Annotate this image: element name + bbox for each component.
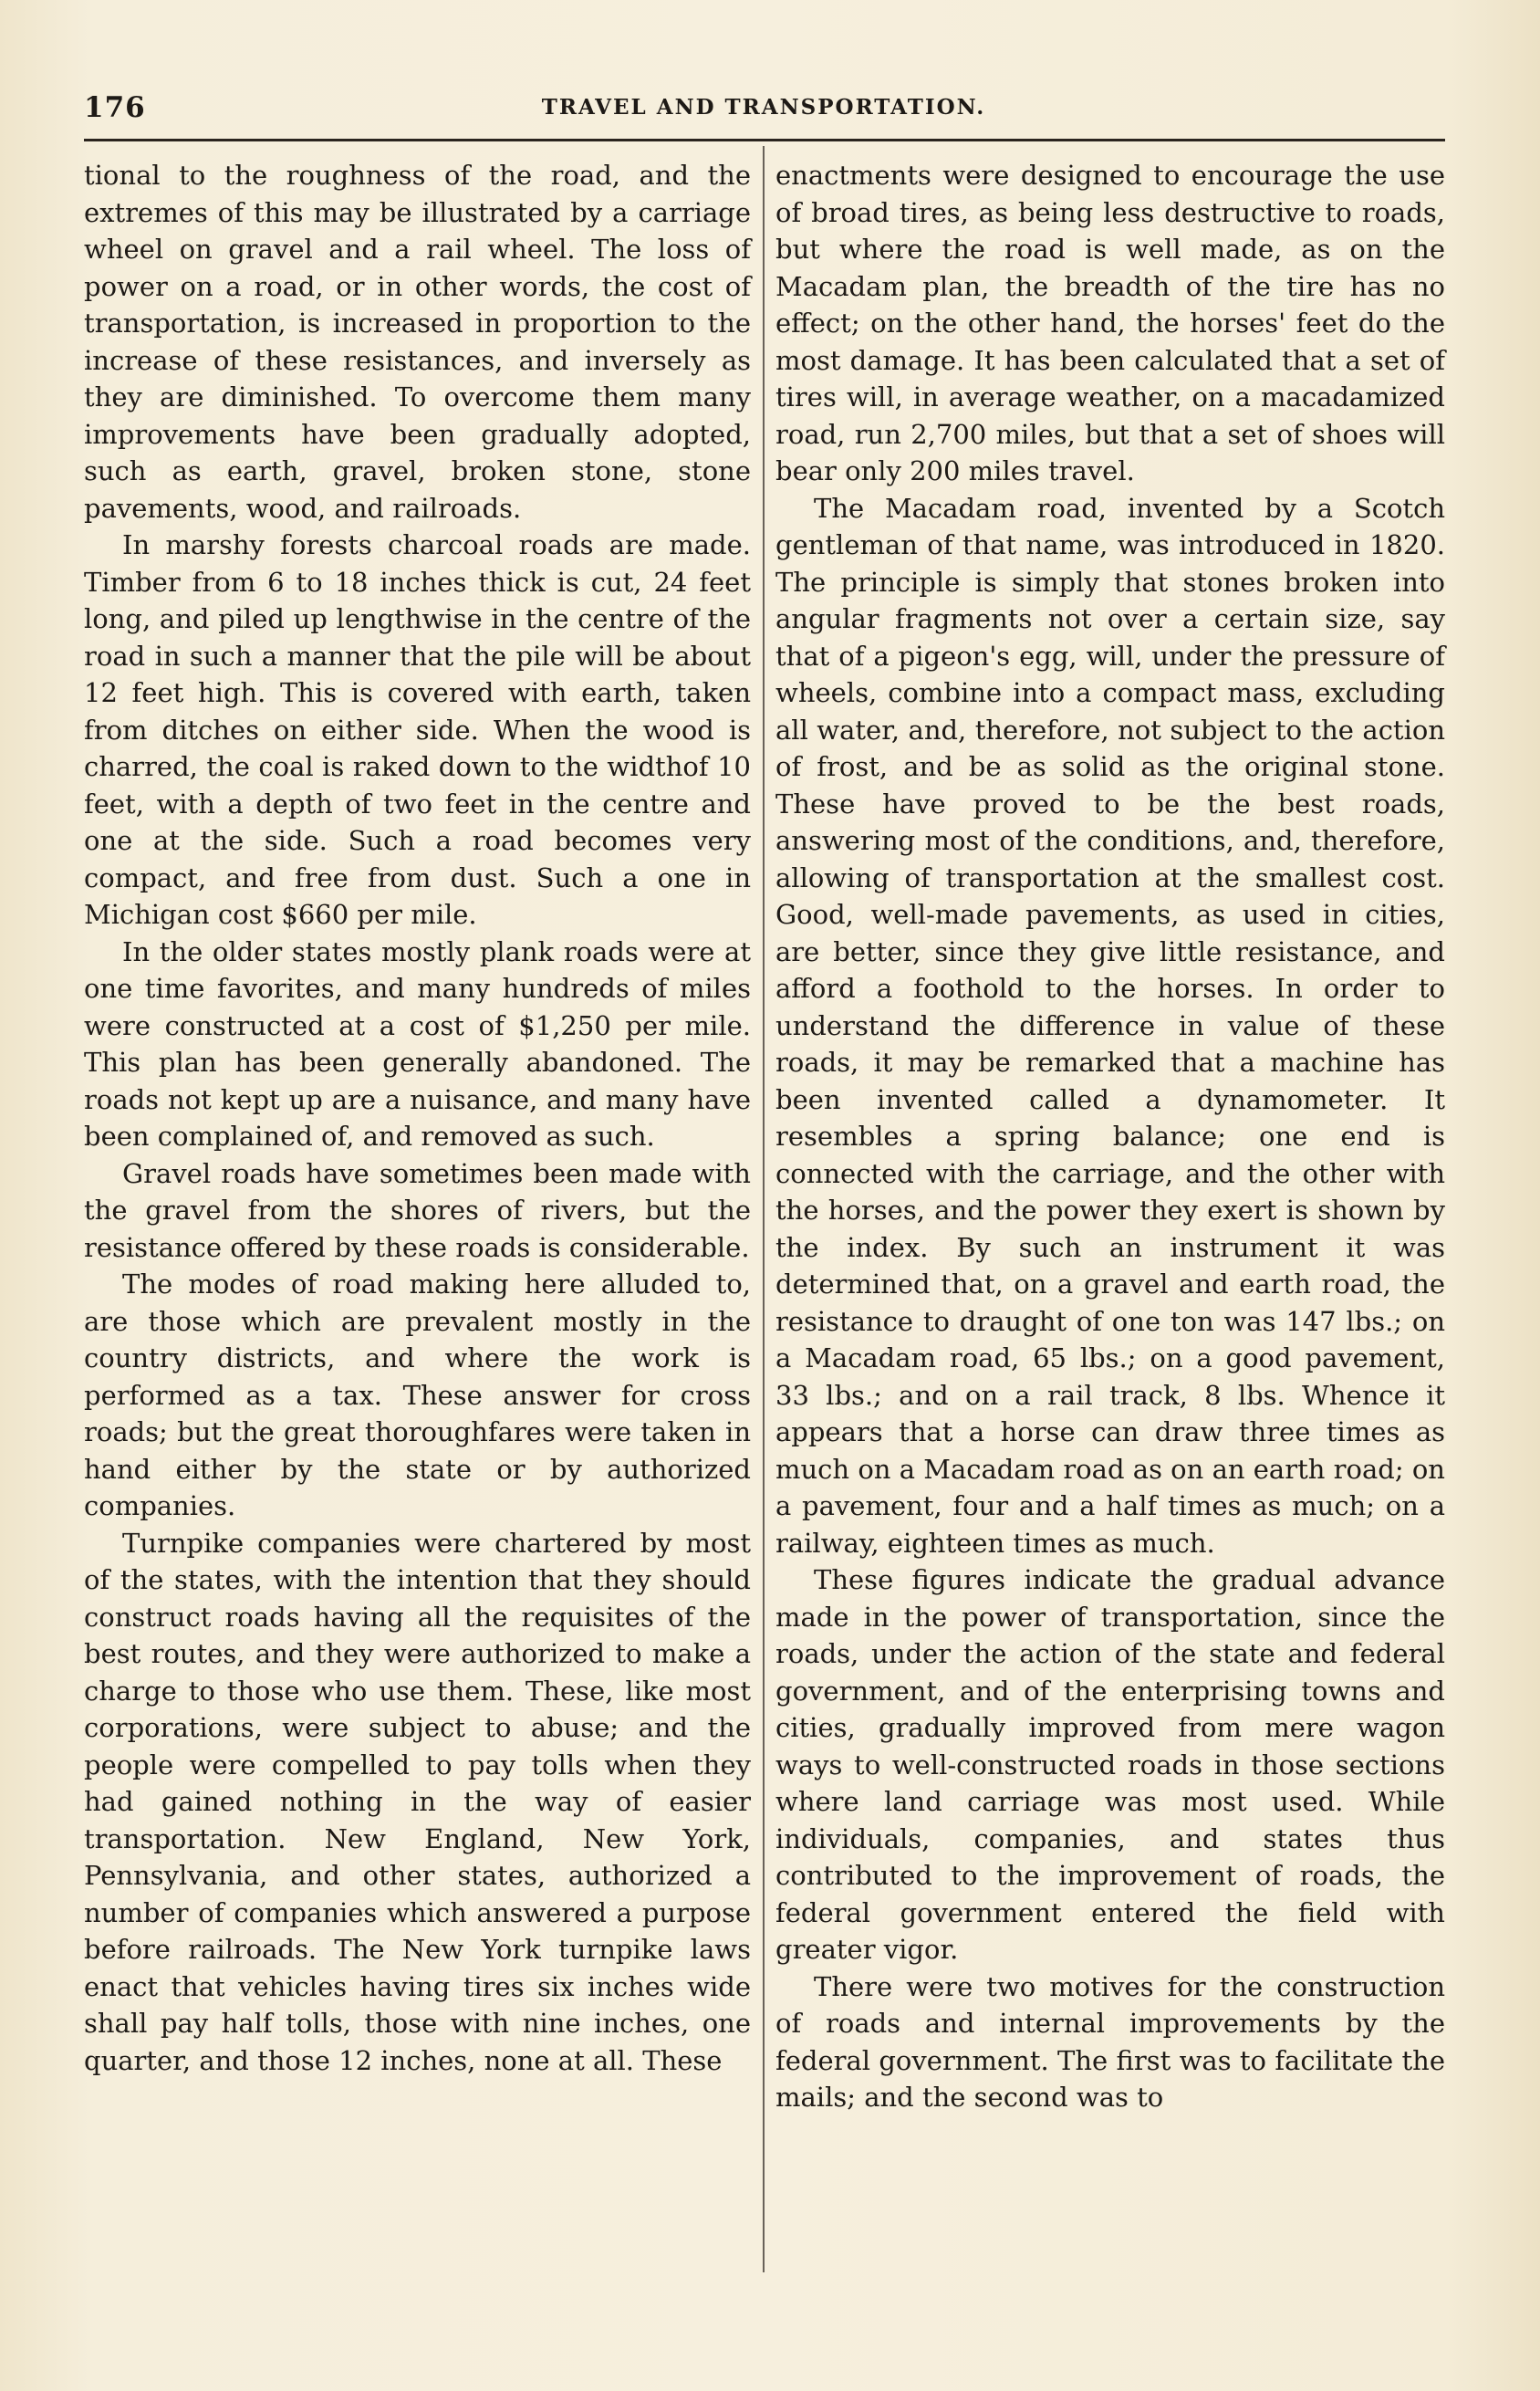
paragraph: In the older states mostly plank roads were at one time favorites, and many hundreds of miles were constructed at a cost of $1,250 per mile. This plan has been generally abandoned. The roads not kept up are a nuisance, and many have been complained of, and removed as such.	[84, 935, 751, 1152]
paragraph: These figures indicate the gradual advance made in the power of transportation, since the roads, under the action of the state and federal government, and of the enterprising towns and cities, gradually improved from mere wagon ways to well-constructed roads in those sections where land carriage was most used. While individuals, companies, and states thus contributed to the improvement of roads, the federal government entered the field with greater vigor.	[775, 1564, 1445, 1965]
paragraph: tional to the roughness of the road, and the extremes of this may be illustrated by a carriage wheel on gravel and a rail wheel. The loss of power on a road, or in other words, the cost of transportation, is increased in proportion to the increase of these resistances, and inversely as they are diminished. To overcome them many improvements have been gradually adopted, such as earth, gravel, broken stone, stone pavements, wood, and railroads.	[84, 160, 751, 524]
left-column	[84, 157, 751, 2079]
column-divider	[763, 146, 765, 2272]
header-rule	[84, 139, 1445, 141]
running-head: TRAVEL AND TRANSPORTATION.	[541, 95, 986, 120]
page-header	[84, 91, 1443, 131]
paragraph: Turnpike companies were chartered by most of the states, with the intention that they should construct roads having all the requisites of the best routes, and they were authorized to make a charge to those who use them. These, like most corporations, were subject to abuse; and the people were compelled to pay tolls when they had gained nothing in the way of easier transportation. New England, New York, Pennsylvania, and other states, authorized a number of companies which answered a purpose before railroads. The New York turnpike laws enact that vehicles having tires six inches wide shall pay half tolls, those with nine inches, one quarter, and those 12 inches, none at all. These	[84, 1527, 751, 2076]
paragraph: Gravel roads have sometimes been made with the gravel from the shores of rivers, but the resistance offered by these roads is considerable.	[84, 1157, 751, 1263]
page-number: 176	[84, 91, 146, 124]
paragraph: The modes of road making here alluded to, are those which are prevalent mostly in the country districts, and where the work is performed as a tax. These answer for cross roads; but the great thoroughfares were taken in hand either by the state or by authorized companies.	[84, 1269, 751, 1521]
paragraph: The Macadam road, invented by a Scotch gentleman of that name, was introduced in 1820. The principle is simply that stones broken into angular fragments not over a certain size, say that of a pigeon's egg, will, under the pressure of wheels, combine into a compact mass, excluding all water, and, therefore, not subject to the action of frost, and be as solid as the original stone. These have proved to be the best roads, answering most of the conditions, and, therefore, allowing of transportation at the smallest cost. Good, well-made pavements, as used in cities, are better, since they give little resistance, and afford a foothold to the horses. In order to understand the difference in value of these roads, it may be remarked that a machine has been invented called a dynamometer. It resembles a spring balance; one end is connected with the carriage, and the other with the horses, and the power they exert is shown by the index. By such an instrument it was determined that, on a gravel and earth road, the resistance to draught of one ton was 147 lbs.; on a Macadam road, 65 lbs.; on a good pavement, 33 lbs.; and on a rail track, 8 lbs. Whence it appears that a horse can draw three times as much on a Macadam road as on an earth road; on a pavement, four and a half times as much; on a railway, eighteen times as much.	[775, 492, 1445, 1559]
right-column	[775, 157, 1445, 2116]
paragraph: enactments were designed to encourage the use of broad tires, as being less destructive to roads, but where the road is well made, as on the Macadam plan, the breadth of the tire has no effect; on the other hand, the horses' feet do the most damage. It has been calculated that a set of tires will, in average weather, on a macadamized road, run 2,700 miles, but that a set of shoes will bear only 200 miles travel.	[775, 160, 1445, 486]
paragraph: There were two motives for the construction of roads and internal improvements by the federal government. The first was to facilitate the mails; and the second was to	[775, 1970, 1445, 2113]
paragraph: In marshy forests charcoal roads are made. Timber from 6 to 18 inches thick is cut, 24 feet long, and piled up lengthwise in the centre of the road in such a manner that the pile will be about 12 feet high. This is covered with earth, taken from ditches on either side. When the wood is charred, the coal is raked down to the widthof 10 feet, with a depth of two feet in the centre and one at the side. Such a road becomes very compact, and free from dust. Such a one in Michigan cost $660 per mile.	[84, 529, 751, 930]
